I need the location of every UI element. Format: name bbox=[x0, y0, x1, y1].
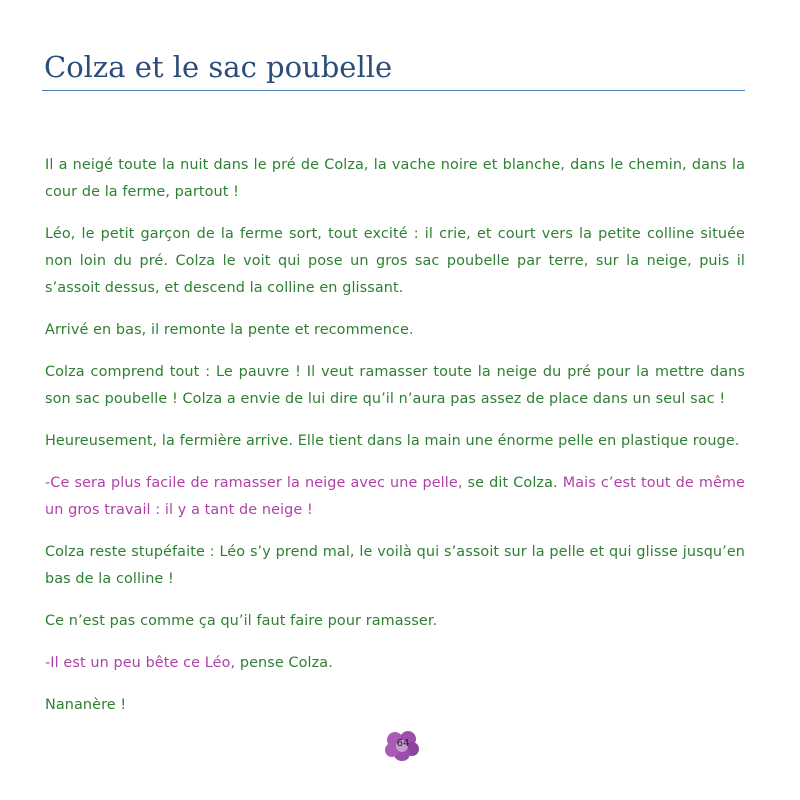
paragraph-8: Ce n’est pas comme ça qu’il faut faire pour ramasser. bbox=[45, 613, 438, 629]
dialogue-line: -Ce sera plus facile de ramasser la neige avec une pelle, bbox=[45, 475, 463, 491]
narration-tag: pense Colza. bbox=[235, 655, 333, 671]
dialogue-line: -Il est un peu bête ce Léo, bbox=[45, 655, 236, 671]
title-underline bbox=[42, 90, 745, 91]
story-text bbox=[45, 152, 745, 734]
narration-tag: se dit Colza. bbox=[462, 475, 558, 491]
paragraph-7: Colza reste stupéfaite : Léo s’y prend mal, le voilà qui s’assoit sur la pelle et qui glisse jusqu’en bas de la colline ! bbox=[45, 544, 745, 587]
paragraph-4: Colza comprend tout : Le pauvre ! Il veut ramasser toute la neige du pré pour la mettre dans son sac poubelle ! Colza a envie de lui dire qu’il n’aura pas assez de place dans un seul sac ! bbox=[45, 364, 745, 407]
page-number-badge bbox=[384, 729, 420, 763]
paragraph-5: Heureusement, la fermière arrive. Elle tient dans la main une énorme pelle en plastique rouge. bbox=[45, 433, 740, 449]
paragraph-10: Nananère ! bbox=[45, 697, 127, 713]
paragraph-6 bbox=[45, 470, 745, 524]
paragraph-1: Il a neigé toute la nuit dans le pré de Colza, la vache noire et blanche, dans le chemin, dans la cour de la ferme, partout ! bbox=[45, 157, 745, 200]
dialogue-line: Mais c’est tout de même un gros travail : il y a tant de neige ! bbox=[45, 475, 745, 518]
page-title: Colza et le sac poubelle bbox=[44, 50, 393, 84]
paragraph-3: Arrivé en bas, il remonte la pente et recommence. bbox=[45, 322, 414, 338]
paragraph-2: Léo, le petit garçon de la ferme sort, tout excité : il crie, et court vers la petite colline située non loin du pré. Colza le voit qui pose un gros sac poubelle par terre, sur la neige, puis il s’assoit dessus, et descend la colline en glissant. bbox=[45, 226, 745, 296]
page-number: 64 bbox=[396, 738, 410, 749]
paragraph-9 bbox=[45, 650, 745, 677]
